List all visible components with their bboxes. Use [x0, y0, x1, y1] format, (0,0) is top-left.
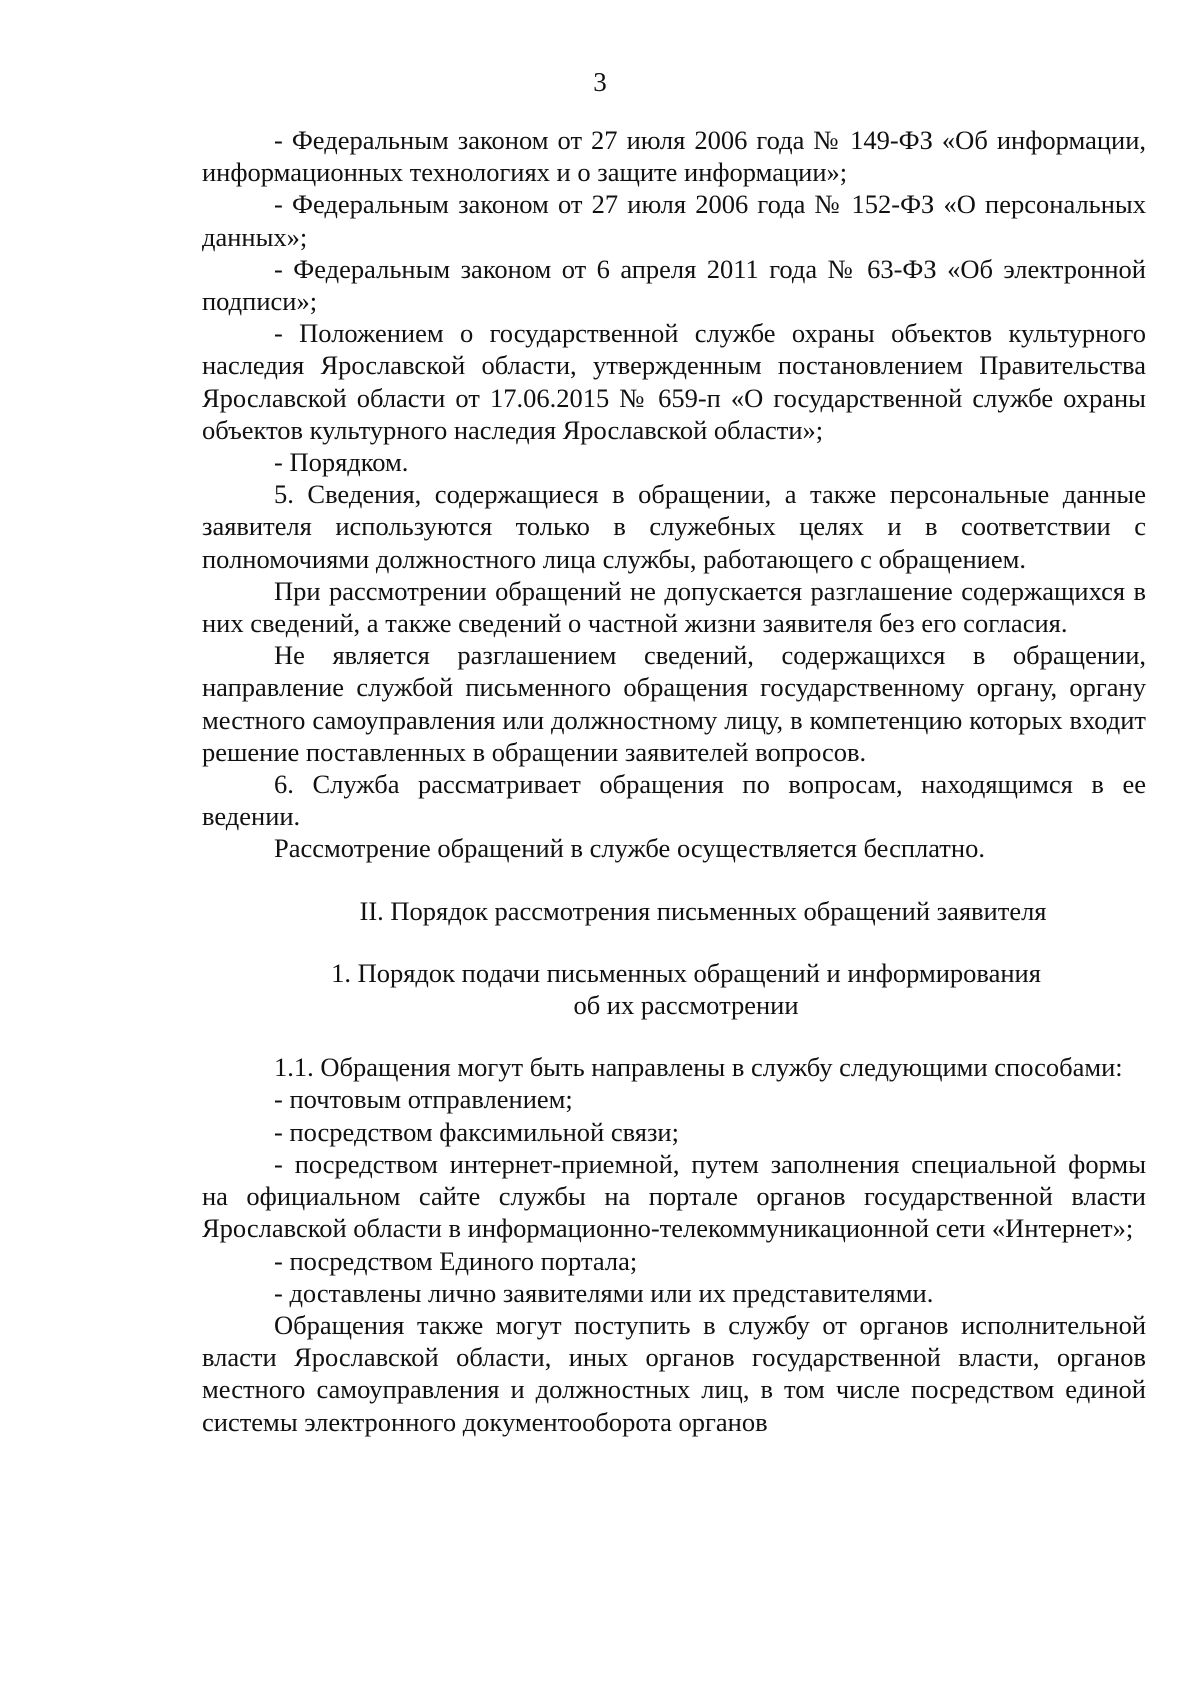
list-item-in-person: - доставлены лично заявителями или их представителями.	[274, 1277, 934, 1308]
list-item-mail: - почтовым отправлением;	[274, 1084, 573, 1115]
paragraph-item-6: 6. Служба рассматривает обращения по вопросам, находящимся в ее ведении.	[202, 769, 1146, 832]
paragraph-free-of-charge: Рассмотрение обращений в службе осуществляется бесплатно.	[274, 833, 985, 864]
subsection-heading	[202, 957, 1146, 1021]
paragraph-item-5: 5. Сведения, содержащиеся в обращении, а также персональные данные заявителя используются только в служебных целях и в соответствии с полномочиями должностного лица службы, работающего с обращением.	[202, 479, 1146, 574]
paragraph-item-1-1: 1.1. Обращения могут быть направлены в службу следующими способами:	[274, 1052, 1123, 1083]
page-number: 3	[593, 67, 607, 97]
subsection-heading-line-1: 1. Порядок подачи письменных обращений и информирования	[331, 957, 1041, 988]
paragraph-order: - Порядком.	[274, 447, 409, 478]
list-item-unified-portal: - посредством Единого портала;	[274, 1245, 638, 1276]
paragraph-regulation: - Положением о государственной службе охраны объектов культурного наследия Ярославской области, утвержденным постановлением Правительства Ярославской области от 17.06.2015 № 659-п «О государственной службе охраны объектов культурного наследия Ярославской области»;	[202, 318, 1146, 445]
list-item-fax: - посредством факсимильной связи;	[274, 1116, 679, 1147]
paragraph-disclosure: При рассмотрении обращений не допускается разглашение содержащихся в них сведений, а также сведений о частной жизни заявителя без его согласия.	[202, 575, 1146, 639]
list-item-internet-reception: - посредством интернет-приемной, путем заполнения специальной формы на официальном сайте службы на портале органов государственной власти Ярославской области в информационно-телекоммуникационной сети «Интернет»;	[202, 1148, 1146, 1244]
paragraph-other-sources: Обращения также могут поступить в службу от органов исполнительной власти Ярославской области, иных органов государственной власти, органов местного самоуправления и должностных лиц, в том числе посредством единой системы электронного документооборота органов	[202, 1309, 1146, 1437]
section-heading: II. Порядок рассмотрения письменных обращений заявителя	[359, 895, 1047, 926]
paragraph-law-152: - Федеральным законом от 27 июля 2006 года № 152-ФЗ «О персональных данных»;	[202, 189, 1146, 252]
subsection-heading-line-2: об их рассмотрении	[573, 990, 799, 1021]
paragraph-law-63: - Федеральным законом от 6 апреля 2011 года № 63-ФЗ «Об электронной подписи»;	[202, 253, 1146, 317]
document-body	[202, 124, 1146, 1438]
paragraph-not-disclosure: Не является разглашением сведений, содержащихся в обращении, направление службой письменного обращения государственному органу, органу местного самоуправления или должностному лицу, в компетенцию которых входит решение поставленных в обращении заявителей вопросов.	[202, 640, 1146, 767]
paragraph-law-149: - Федеральным законом от 27 июля 2006 года № 149-ФЗ «Об информации, информационных технологиях и о защите информации»;	[202, 125, 1146, 188]
